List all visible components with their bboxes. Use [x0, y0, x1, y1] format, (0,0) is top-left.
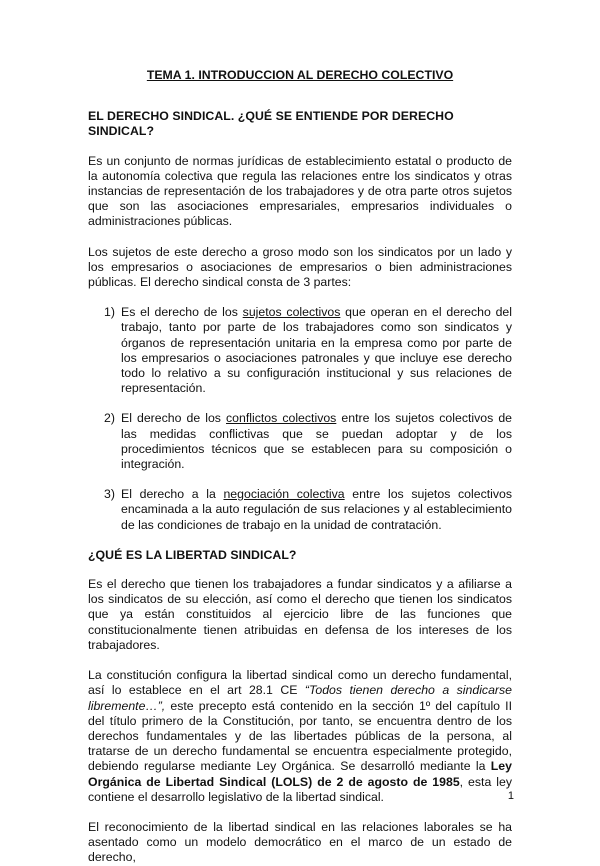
- list-item-number: 2): [104, 411, 115, 426]
- list-item-text-start: El derecho a la: [121, 487, 224, 502]
- list-item: [88, 305, 512, 396]
- page-number: 1: [507, 790, 514, 802]
- section-heading-derecho-sindical: EL DERECHO SINDICAL. ¿QUÉ SE ENTIENDE POR DERECHO SINDICAL?: [88, 109, 454, 139]
- parts-list: [88, 305, 512, 533]
- paragraph-constitucion: [88, 668, 512, 805]
- list-item-term: sujetos colectivos: [242, 305, 341, 320]
- paragraph-text-c: , esta ley contiene el desarrollo legislativo de la libertad sindical.: [88, 774, 512, 804]
- list-item-term: conflictos colectivos: [226, 411, 337, 426]
- section-heading-libertad-sindical: ¿QUÉ ES LA LIBERTAD SINDICAL?: [88, 547, 297, 562]
- list-item-term: negociación colectiva: [223, 487, 345, 502]
- list-item-text-end: entre los sujetos colectivos encaminada a la auto regulación de sus relaciones y al establecimiento de las condiciones de trabajo en la unidad de contratación.: [121, 487, 512, 532]
- list-item-text-end: que operan en el derecho del trabajo, tanto por parte de los trabajadores como son sindicatos y órganos de representación unitaria en la empresa como por parte de los empresarios o asociaciones patronales y que incluye ese derecho todo lo relativo a su configuración institucional y sus relaciones de representación.: [121, 305, 512, 396]
- list-item: [88, 411, 512, 472]
- paragraph-text-b: este precepto está contenido en la sección 1º del capítulo II del título primero de la Constitución, por tanto, se encuentra dentro de los derechos fundamentales y de las libertades públicas de la persona, al tratarse de un derecho fundamental se encuentra especialmente protegido, debiendo regularse mediante Ley Orgánica. Se desarrolló mediante la: [88, 698, 512, 774]
- list-item-number: 1): [104, 305, 115, 320]
- list-item-number: 3): [104, 487, 115, 502]
- list-item-text-start: Es el derecho de los: [121, 305, 243, 320]
- document-title: TEMA 1. INTRODUCCION AL DERECHO COLECTIVO: [146, 68, 454, 82]
- list-item: [88, 487, 512, 533]
- paragraph-definition: Es un conjunto de normas jurídicas de establecimiento estatal o producto de la autonomía colectiva que regula las relaciones entre los sindicatos y otras instancias de representación de los trabajadores y de otra parte otros sujetos que son las asociaciones empresariales, empresarios individuales o administraciones públicas.: [88, 153, 512, 229]
- paragraph-subjects: Los sujetos de este derecho a groso modo son los sindicatos por un lado y los empresarios o asociaciones de empresarios o bien administraciones públicas. El derecho sindical consta de 3 partes:: [88, 244, 512, 290]
- constitution-quote: “Todos tienen derecho a sindicarse libremente…”,: [88, 683, 513, 713]
- paragraph-libertad-definition: Es el derecho que tienen los trabajadores a fundar sindicatos y a afiliarse a los sindicatos de su elección, así como el derecho que tienen los sindicatos que ya están constituidos al ejercicio libre de las funciones que constitucionalmente tienen atribuidas en defensa de los intereses de los trabajadores.: [88, 577, 512, 652]
- law-name: Ley Orgánica de Libertad Sindical (LOLS) de 2 de agosto de 1985: [88, 759, 512, 789]
- list-item-text-start: El derecho de los: [121, 411, 227, 426]
- paragraph-reconocimiento: El reconocimiento de la libertad sindical en las relaciones laborales se ha asentado como un modelo democrático en el marco de un estado de derecho,: [88, 819, 512, 865]
- paragraph-text-a: La constitución configura la libertad sindical como un derecho fundamental, así lo establece en el art 28.1 CE: [88, 668, 512, 698]
- list-item-text-end: entre los sujetos colectivos de las medidas conflictivas que se puedan adoptar y de los procedimientos técnicos que se establecen para su composición o integración.: [121, 411, 513, 472]
